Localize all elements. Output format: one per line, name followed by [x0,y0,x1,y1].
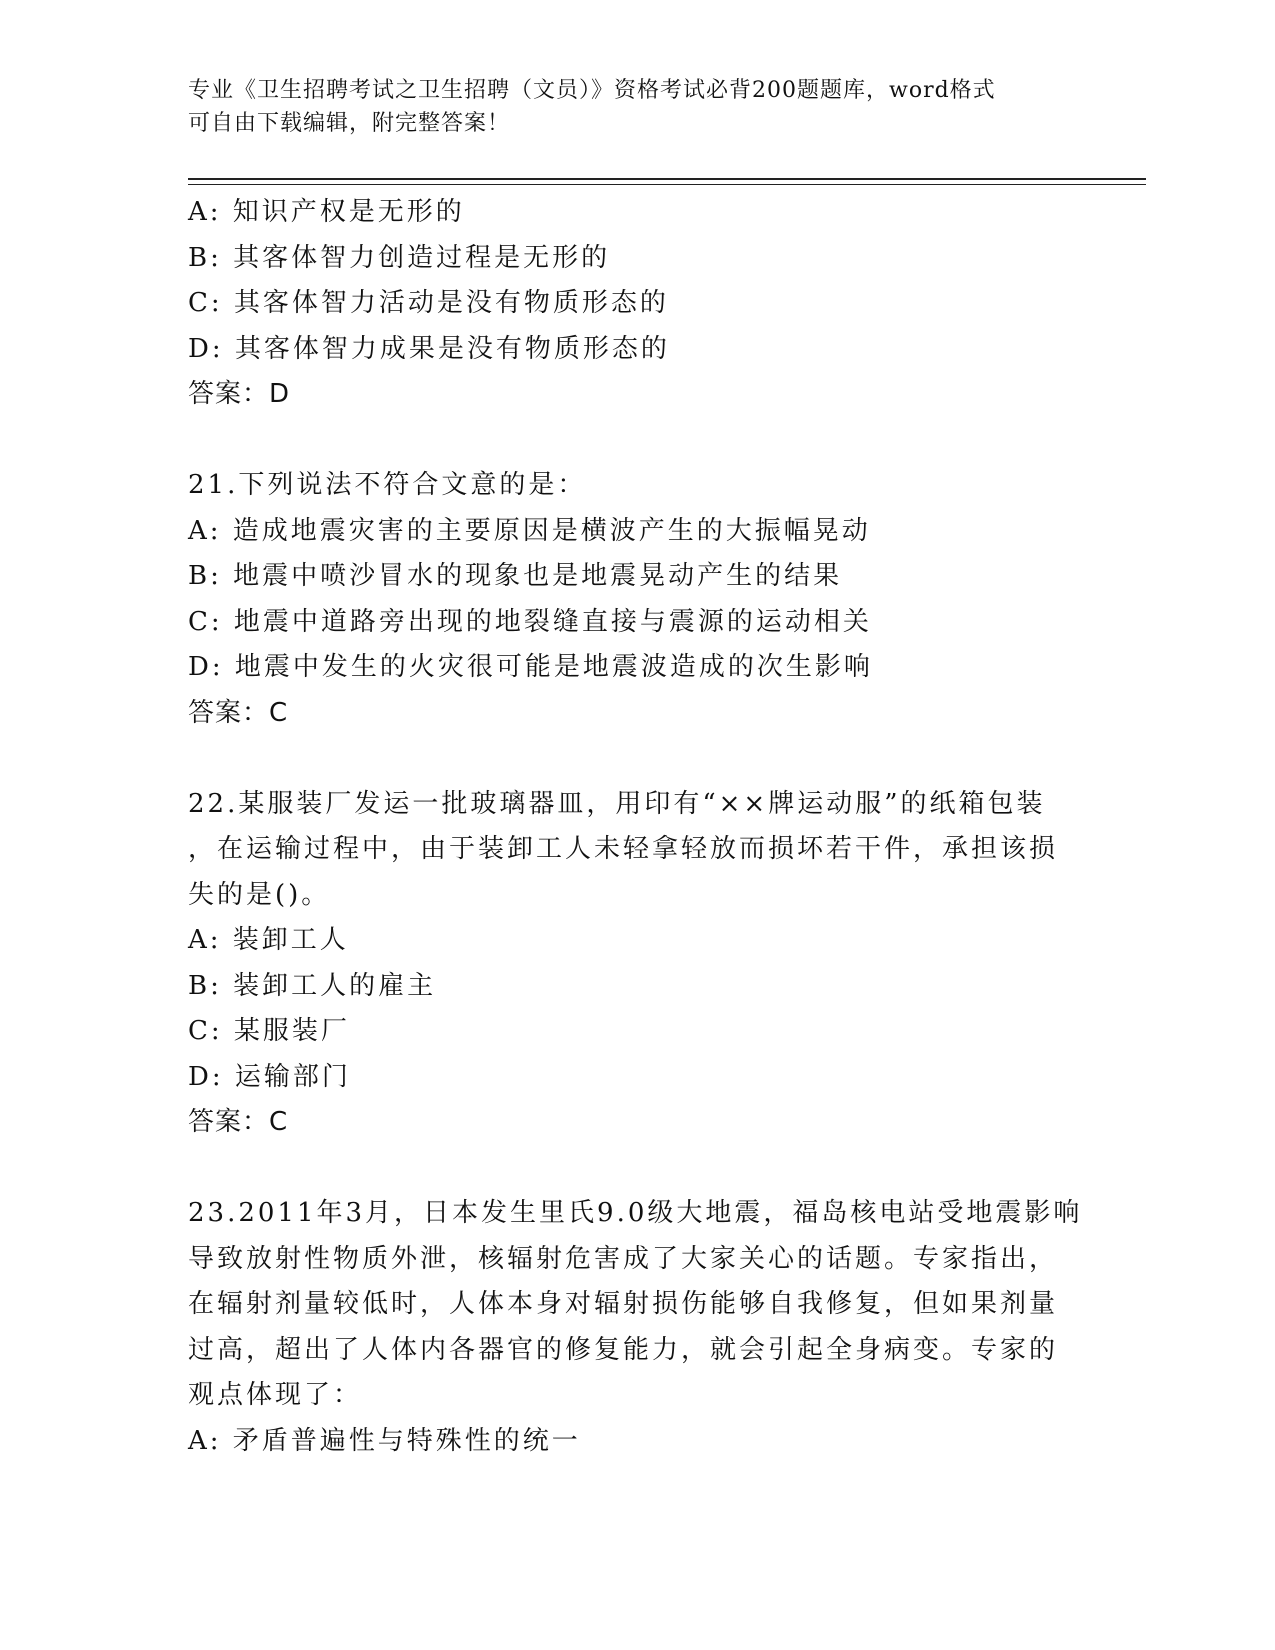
option-a: A: 装卸工人 [188,925,349,955]
question-stem-line: 观点体现了： [188,1380,363,1410]
document-header [188,74,1088,140]
question-22 [188,782,1088,1146]
header-divider-thin [188,184,1146,185]
answer-line: 答案：C [188,697,289,728]
question-23 [188,1191,1088,1464]
header-title-line-1: 专业《卫生招聘考试之卫生招聘（文员）》资格考试必背200题题库，word格式 [188,78,996,103]
question-content [188,190,1088,1464]
answer-line: 答案：C [188,1107,289,1137]
question-stem-line: 在辐射剂量较低时，人体本身对辐射损伤能够自我修复，但如果剂量 [188,1289,1059,1319]
question-spacer [188,736,1088,782]
option-c: C: 某服装厂 [188,1016,350,1046]
question-20 [188,190,1088,418]
header-divider-thick [188,178,1146,180]
question-stem-line: 23.2011年3月，日本发生里氏9.0级大地震，福岛核电站受地震影响 [188,1198,1083,1228]
option-b: B: 装卸工人的雇主 [188,970,437,1001]
option-a: A: 矛盾普遍性与特殊性的统一 [188,1425,581,1456]
question-stem-line: 过高，超出了人体内各器官的修复能力，就会引起全身病变。专家的 [188,1334,1059,1365]
option-d: D: 地震中发生的火灾很可能是地震波造成的次生影响 [188,652,873,682]
option-a: A: 造成地震灾害的主要原因是横波产生的大振幅晃动 [188,515,871,546]
option-c: C: 地震中道路旁出现的地裂缝直接与震源的运动相关 [188,606,872,637]
question-stem-line: ，在运输过程中，由于装卸工人未轻拿轻放而损坏若干件，承担该损 [188,834,1059,864]
question-spacer [188,1146,1088,1192]
question-stem-line: 22.某服装厂发运一批玻璃器皿，用印有“××牌运动服”的纸箱包装 [188,788,1046,819]
question-21 [188,463,1088,736]
option-b: B: 地震中喷沙冒水的现象也是地震晃动产生的结果 [188,561,843,591]
option-a: A: 知识产权是无形的 [188,197,465,227]
option-d: D: 其客体智力成果是没有物质形态的 [188,333,670,364]
option-c: C: 其客体智力活动是没有物质形态的 [188,288,669,318]
question-stem-line: 21.下列说法不符合文意的是： [188,470,587,500]
header-title-line-2: 可自由下载编辑，附完整答案！ [188,111,511,136]
question-spacer [188,418,1088,464]
question-stem-line: 导致放射性物质外泄，核辐射危害成了大家关心的话题。专家指出， [188,1243,1059,1274]
answer-line: 答案：D [188,379,291,409]
option-b: B: 其客体智力创造过程是无形的 [188,242,611,273]
question-stem-line: 失的是()。 [188,879,331,910]
option-d: D: 运输部门 [188,1061,351,1092]
